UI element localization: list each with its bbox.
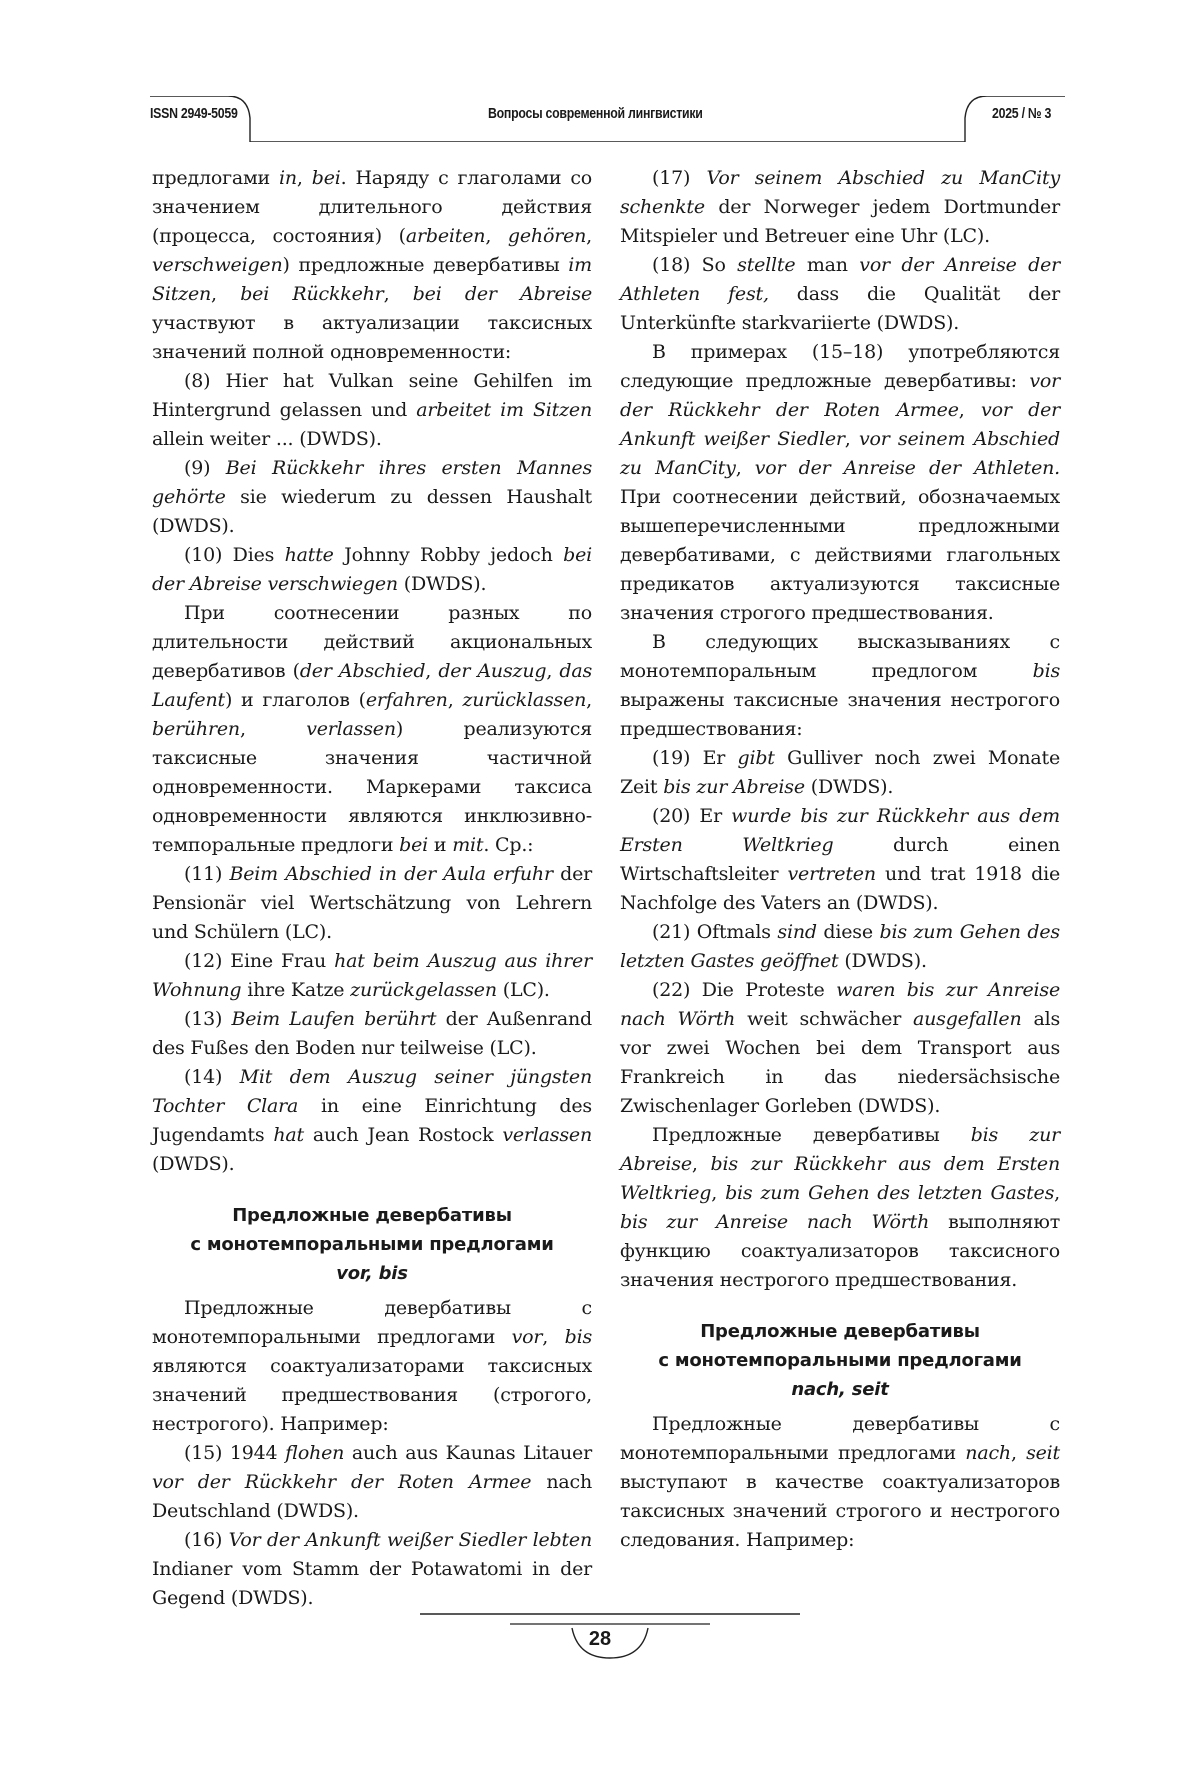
italic-term: Mit dem Auszug seiner jüngsten Tochter Clara: [152, 1066, 592, 1117]
left-column: [152, 164, 592, 1613]
italic-term: bis zur Abreise: [620, 1124, 1060, 1175]
issue-number: 2025 / № 3: [992, 106, 1052, 122]
example-19: (19) Er gibt Gulliver noch zwei Monate Zeit bis zur Abreise (DWDS).: [620, 747, 1061, 798]
italic-term: waren bis zur Anreise nach Wörth: [620, 979, 1061, 1030]
italic-term: arbeitet im Sitzen: [416, 399, 592, 421]
italic-term: das Laufent: [152, 660, 593, 711]
italic-term: zurücklassen: [462, 689, 587, 711]
example-9: (9) Bei Rückkehr ihres ersten Mannes gehörte sie wiederum zu dessen Haushalt (DWDS).: [152, 457, 592, 537]
issn: ISSN 2949-5059: [150, 106, 238, 122]
example-21: (21) Oftmals sind diese bis zum Gehen des letzten Gastes geöffnet (DWDS).: [620, 921, 1060, 972]
example-16: (16) Vor der Ankunft weißer Siedler lebten Indianer vom Stamm der Potawatomi in der Gegend (DWDS).: [152, 1529, 592, 1609]
italic-term: bei: [399, 834, 429, 856]
heading-line: Предложные девербативы: [700, 1321, 980, 1342]
italic-term: in: [278, 167, 297, 189]
italic-term: Bei Rückkehr ihres ersten Mannes gehörte: [152, 457, 592, 508]
heading-line: Предложные девербативы: [232, 1205, 512, 1226]
italic-term: berühren: [152, 718, 240, 740]
italic-term: der Abschied: [299, 660, 426, 682]
italic-term: bei Rückkehr: [240, 283, 384, 305]
paragraph-continued: предлогами in, bei. Наряду с глаголами со значением длительного действия (процесса, состояния) (arbeiten, gehören, verschweigen) предложные девербативы im Sitzen, bei Rückkehr, bei der Abreise участвуют в актуализации таксисных значений полной одновременности:: [152, 167, 592, 363]
paragraph-nach-seit: Предложные девербативы с монотемпоральными предлогами nach, seit выступают в качестве соактуализаторов таксисных значений строгого и нестрогого следования. Например:: [620, 1413, 1060, 1551]
example-20: (20) Er wurde bis zur Rückkehr aus dem Ersten Weltkrieg durch einen Wirtschaftsleiter vertreten und trat 1918 die Nachfolge des Vaters an (DWDS).: [620, 805, 1060, 914]
italic-term: bei der Abreise: [412, 283, 592, 305]
italic-term: erfahren: [365, 689, 448, 711]
italic-term: bis zum Gehen des letzten Gastes: [725, 1182, 1055, 1204]
example-14: (14) Mit dem Auszug seiner jüngsten Tochter Clara in eine Einrichtung des Jugendamts hat auch Jean Rostock verlassen (DWDS).: [152, 1066, 592, 1175]
example-22: (22) Die Proteste waren bis zur Anreise nach Wörth weit schwächer ausgefallen als vor zwei Wochen bei dem Transport aus Frankreich in das niedersächsische Zwischenlager Gorleben (DWDS).: [620, 979, 1061, 1117]
heading-line: с монотемпоральными предлогами: [190, 1234, 554, 1255]
heading-line: с монотемпоральными предлогами: [658, 1350, 1022, 1371]
journal-title: Вопросы современной лингвистики: [488, 106, 703, 122]
italic-term: bis: [564, 1326, 592, 1348]
italic-term: vor der Anreise der Athleten.: [754, 457, 1061, 479]
example-11: (11) Beim Abschied in der Aula erfuhr der Pensionär viel Wertschätzung von Lehrern und Schülern (LC).: [152, 863, 592, 943]
example-18: (18) So stellte man vor der Anreise der Athleten fest, dass die Qualität der Unterkünfte starkvariierte (DWDS).: [620, 254, 1060, 334]
italic-term: vor der Rückkehr der Roten Armee: [152, 1471, 532, 1493]
italic-term: zurückgelassen: [350, 979, 497, 1001]
example-10: (10) Dies hatte Johnny Robby jedoch bei der Abreise verschwiegen (DWDS).: [152, 544, 592, 595]
italic-term: nach: [965, 1442, 1011, 1464]
example-13: (13) Beim Laufen berührt der Außenrand des Fußes den Boden nur teilweise (LC).: [152, 1008, 592, 1059]
section-heading-nach-seit: [620, 1317, 1060, 1404]
italic-term: vor der Anreise der Athleten fest,: [620, 254, 1060, 305]
paragraph-partial-simultaneity: При соотнесении разных по длительности действий акциональных девербативов (der Abschied, der Auszug, das Laufent) и глаголов (erfahren, zurücklassen, berühren, verlassen) реализуются таксисные значения частичной одновременности. Маркерами таксиса одновременности являются инклюзивно-темпоральные предлоги bei и mit. Ср.:: [152, 602, 593, 856]
italic-term: bei der Abreise verschwiegen: [152, 544, 592, 595]
running-header: [150, 96, 1065, 142]
italic-term: bis zur Anreise nach Wörth: [620, 1211, 930, 1233]
italic-term: vor: [511, 1326, 543, 1348]
italic-term: vor seinem Abschied zu ManCity: [620, 428, 1060, 479]
italic-term: seit: [1026, 1442, 1060, 1464]
italic-term: arbeiten: [405, 225, 486, 247]
italic-term: stellte: [737, 254, 796, 276]
paragraph-vor-bis: Предложные девербативы с монотемпоральными предлогами vor, bis являются соактуализаторами таксисных значений предшествования (строгого, нестрогого). Например:: [152, 1297, 592, 1435]
example-15: (15) 1944 flohen auch aus Kaunas Litauer vor der Rückkehr der Roten Armee nach Deutschland (DWDS).: [152, 1442, 593, 1522]
italic-term: vertreten: [787, 863, 876, 885]
italic-term: flohen: [285, 1442, 345, 1464]
italic-term: bei: [311, 167, 341, 189]
italic-term: bis zur Abreise: [663, 776, 805, 798]
italic-term: verlassen: [502, 1124, 592, 1146]
italic-term: hat: [273, 1124, 304, 1146]
italic-term: bis: [1032, 660, 1060, 682]
italic-term: hatte: [284, 544, 334, 566]
heading-line-italic: nach, seit: [791, 1379, 889, 1400]
italic-term: Beim Laufen berührt: [231, 1008, 437, 1030]
example-8: (8) Hier hat Vulkan seine Gehilfen im Hintergrund gelassen und arbeitet im Sitzen allein weiter ... (DWDS).: [152, 370, 592, 450]
section-heading-vor-bis: [152, 1201, 592, 1288]
italic-term: Beim Abschied in der Aula erfuhr: [229, 863, 553, 885]
italic-term: gehören: [507, 225, 587, 247]
italic-term: im Sitzen: [152, 254, 592, 305]
italic-term: hat beim Auszug aus ihrer Wohnung: [152, 950, 592, 1001]
italic-term: sind: [777, 921, 817, 943]
italic-term: mit: [452, 834, 484, 856]
example-17: (17) Vor seinem Abschied zu ManCity schenkte der Norweger jedem Dortmunder Mitspieler und Betreuer eine Uhr (LC).: [620, 167, 1060, 247]
italic-term: wurde bis zur Rückkehr aus dem Ersten Weltkrieg: [620, 805, 1060, 856]
italic-term: Vor der Ankunft weißer Siedler lebten: [228, 1529, 592, 1551]
italic-term: bis zum Gehen des letzten Gastes geöffnet: [620, 921, 1060, 972]
page-number: 28: [588, 1628, 612, 1650]
right-column: [620, 164, 1060, 1555]
italic-term: bis zur Rückkehr aus dem Ersten Weltkrieg: [620, 1153, 1060, 1204]
italic-term: der Auszug: [438, 660, 547, 682]
paragraph-examples-15-18: В примерах (15–18) употребляются следующие предложные девербативы: vor der Rückkehr der Roten Armee, vor der Ankunft weißer Siedler, vor seinem Abschied zu ManCity, vor der Anreise der Athleten. При соотнесении действий, обозначаемых вышеперечисленными предложными девербативами, с действиями глагольных предикатов актуализуются таксисные значения строгого предшествования.: [620, 341, 1061, 624]
italic-term: vor der Ankunft weißer Siedler: [620, 399, 1061, 450]
paragraph-bis-summary: Предложные девербативы bis zur Abreise, bis zur Rückkehr aus dem Ersten Weltkrieg, bis zum Gehen des letzten Gastes, bis zur Anreise nach Wörth выполняют функцию соактуализаторов таксисного значения нестрогого предшествования.: [620, 1124, 1060, 1291]
italic-term: verschweigen: [152, 254, 283, 276]
italic-term: verlassen: [306, 718, 396, 740]
italic-term: ausgefallen: [913, 1008, 1022, 1030]
paragraph-bis: В следующих высказываниях с монотемпоральным предлогом bis выражены таксисные значения нестрогого предшествования:: [620, 631, 1060, 740]
example-12: (12) Eine Frau hat beim Auszug aus ihrer Wohnung ihre Katze zurückgelassen (LC).: [152, 950, 592, 1001]
italic-term: gibt: [737, 747, 775, 769]
heading-line-italic: vor, bis: [336, 1263, 408, 1284]
italic-term: Vor seinem Abschied zu ManCity schenkte: [620, 167, 1060, 218]
italic-term: vor der Rückkehr der Roten Armee: [620, 370, 1060, 421]
